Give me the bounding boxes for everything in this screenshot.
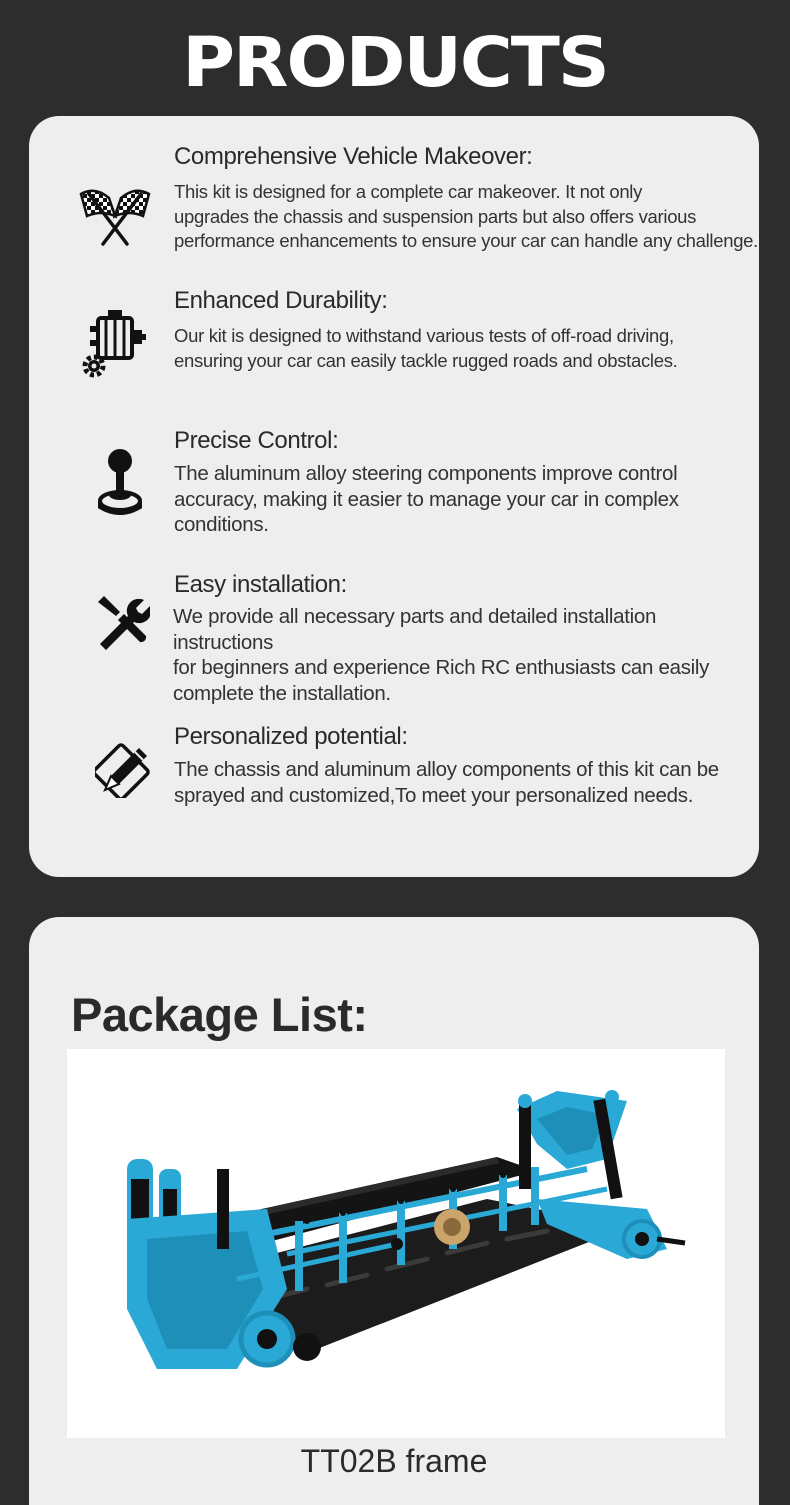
feature-enhanced-durability: [29, 284, 759, 384]
description-line: sprayed and customized,To meet your personalized needs.: [174, 783, 694, 807]
feature-title: Enhanced Durability:: [174, 287, 388, 314]
feature-description: [174, 461, 679, 538]
description-line: performance enhancements to ensure your car can handle any challenge.: [174, 230, 759, 251]
feature-description: [174, 324, 678, 373]
description-line: Our kit is designed to withstand various tests of off-road driving,: [174, 325, 674, 346]
features-card: [29, 116, 759, 877]
description-line: complete the installation.: [173, 681, 391, 705]
description-line: This kit is designed for a complete car makeover. It not only: [174, 181, 643, 202]
description-line: The aluminum alloy steering components improve control: [174, 462, 678, 485]
feature-easy-installation: [29, 568, 759, 705]
engine-gear-icon: [74, 304, 154, 384]
description-line: conditions.: [174, 513, 269, 536]
feature-precise-control: [29, 424, 759, 544]
feature-personalized-potential: [29, 720, 759, 830]
feature-description: [174, 757, 719, 808]
checkered-flags-icon: [75, 176, 155, 256]
description-line: for beginners and experience Rich RC enthusiasts can easily: [173, 656, 710, 679]
page-title: PRODUCTS: [182, 22, 608, 102]
feature-description: [173, 604, 759, 706]
description-line: upgrades the chassis and suspension parts but also offers various: [174, 205, 697, 227]
package-title: Package List:: [71, 988, 368, 1041]
feature-title: Precise Control:: [174, 427, 339, 454]
wrench-screwdriver-icon: [82, 582, 162, 662]
package-card: [29, 917, 759, 1505]
feature-title: Easy installation:: [174, 571, 347, 598]
package-caption: TT02B frame: [300, 1443, 488, 1479]
feature-comprehensive-makeover: [29, 140, 759, 260]
feature-description: [174, 180, 758, 254]
description-line: accuracy, making it easier to manage your car in complex: [174, 487, 679, 511]
joystick-icon: [80, 440, 160, 520]
description-line: The chassis and aluminum alloy components of this kit can be: [174, 758, 719, 781]
feature-title: Comprehensive Vehicle Makeover:: [174, 143, 533, 170]
rc-chassis-frame-photo: [67, 1049, 725, 1438]
pencil-edit-icon: [85, 728, 165, 808]
description-line: ensuring your car can easily tackle rugged roads and obstacles.: [174, 349, 678, 371]
feature-title: Personalized potential:: [174, 723, 408, 750]
description-line: We provide all necessary parts and detailed installation instructions: [173, 605, 657, 654]
